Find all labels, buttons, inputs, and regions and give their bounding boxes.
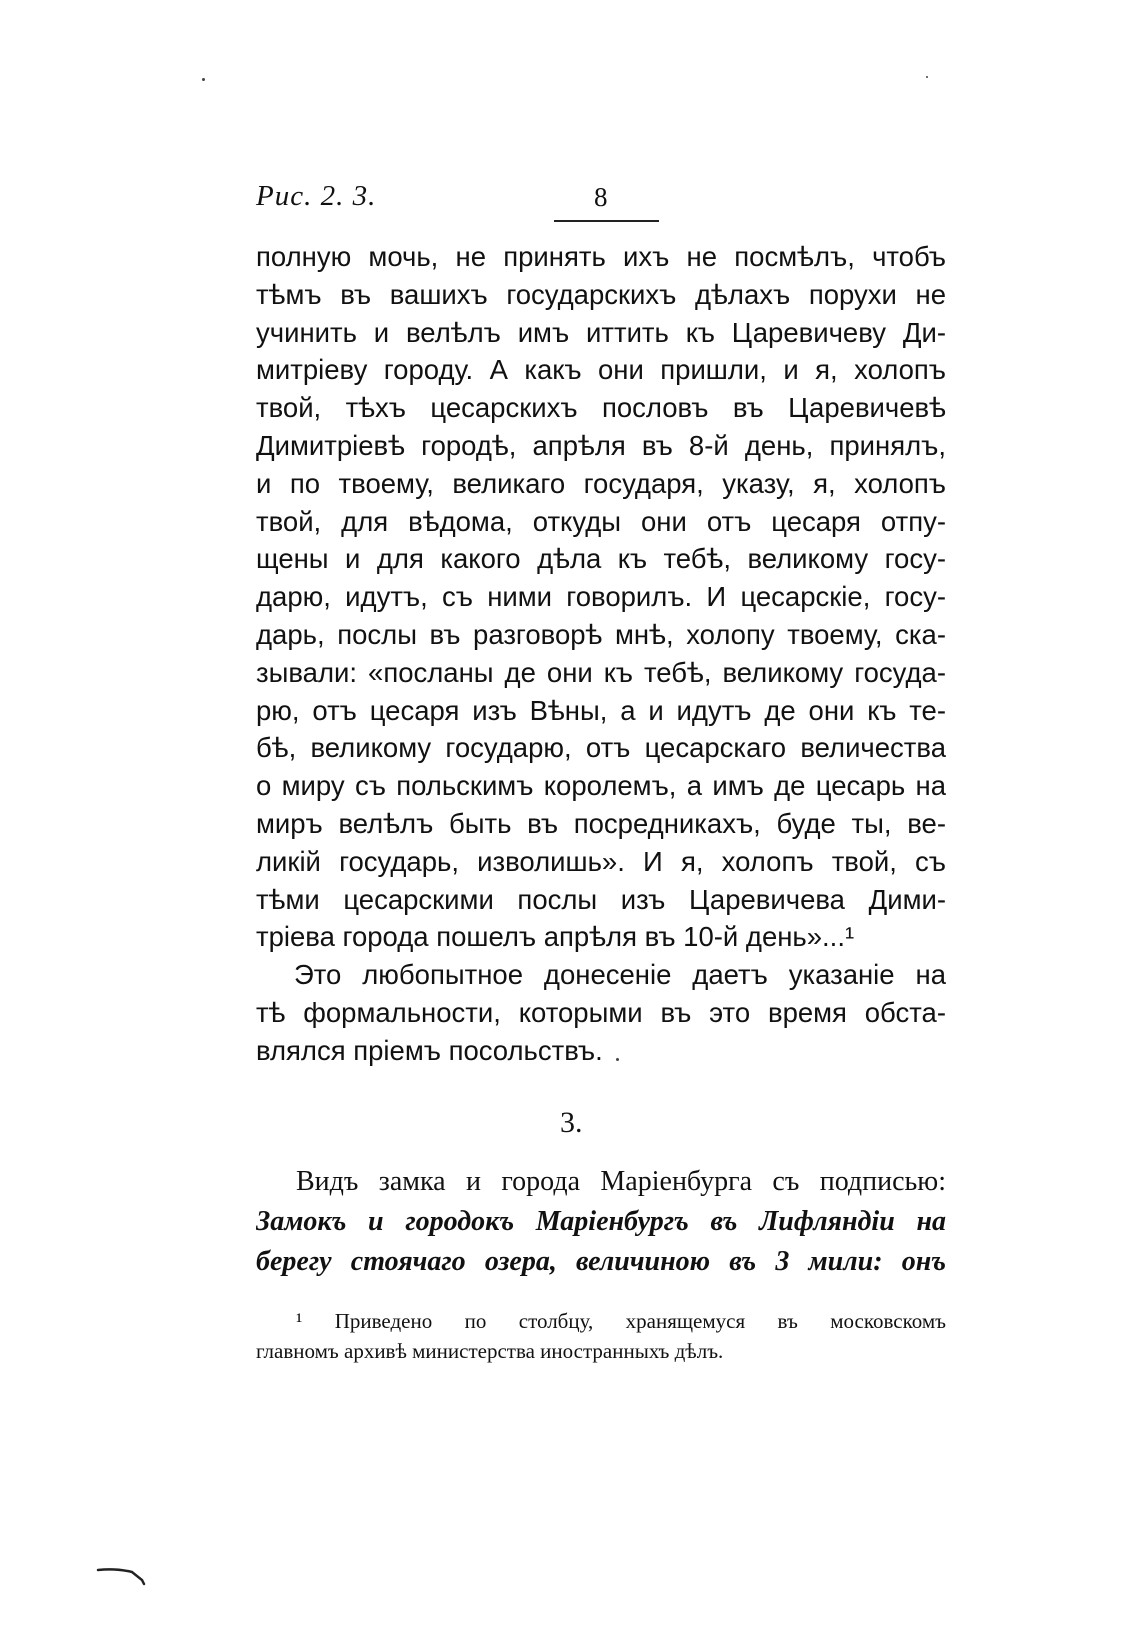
text-line: тріева города пошелъ апрѣля въ 10-й день»...¹ — [256, 921, 855, 953]
text-line: зывали: «посланы де они къ тебѣ, великому госуда- — [256, 656, 946, 688]
text-line: миръ велѣлъ быть въ посредникахъ, буде ты, ве- — [256, 807, 946, 839]
text-line: рю, отъ цесаря изъ Вѣны, а и идутъ де они къ те- — [256, 694, 946, 726]
footnote-line: главномъ архивѣ министерства иностранныхъ дѣлъ. — [256, 1339, 724, 1363]
section-number: 3. — [560, 1106, 583, 1139]
text-line: твой, для вѣдома, откуды они отъ цесаря отпу- — [256, 505, 946, 537]
running-head: Рис. 2. 3. — [256, 180, 377, 212]
text-line: тѣ формальности, которыми въ это время обста- — [256, 996, 946, 1028]
text-line: о миру съ польскимъ королемъ, а имъ де цесарь на — [256, 770, 946, 802]
text-line: Это любопытное донесеніе даетъ указаніе на — [294, 959, 946, 991]
page-number: 8 — [594, 182, 608, 212]
text-line: полную мочь, не принять ихъ не посмѣлъ, чтобъ — [256, 241, 946, 272]
text-line: тѣми цесарскими послы изъ Царевичева Дими- — [256, 883, 946, 915]
text-line: ликій государь, изволишь». И я, холопъ твой, съ — [256, 845, 946, 877]
text-line: влялся пріемъ посольствъ. — [256, 1034, 603, 1066]
caption-line-italic: берегу стоячаго озера, величиною въ 3 мили: онъ — [256, 1246, 946, 1277]
scan-speck — [202, 78, 205, 81]
text-line: тѣмъ въ вашихъ государскихъ дѣлахъ порухи не — [256, 278, 946, 310]
scan-speck — [926, 76, 928, 78]
text-line: и по твоему, великаго государя, указу, я, холопъ — [256, 467, 946, 499]
footnote — [256, 1306, 946, 1366]
caption-line: Видъ замка и города Маріенбурга съ подписью: — [296, 1166, 946, 1197]
text-line: твой, тѣхъ цесарскихъ пословъ въ Царевичевѣ — [256, 392, 946, 424]
text-line: бѣ, великому государю, отъ цесарскаго величества — [256, 732, 946, 764]
caption-block — [256, 1162, 946, 1282]
ink-stroke-mark — [96, 1566, 156, 1586]
body-text — [256, 238, 946, 1070]
footnote-line: ¹ Приведено по столбцу, хранящемуся въ московскомъ — [296, 1309, 946, 1333]
caption-line-italic: Замокъ и городокъ Маріенбургъ въ Лифляндіи на — [256, 1206, 946, 1237]
text-line: Димитріевѣ городѣ, апрѣля въ 8-й день, принялъ, — [256, 429, 946, 461]
text-line: щены и для какого дѣла къ тебѣ, великому госу- — [256, 543, 946, 575]
page-header — [256, 180, 956, 225]
text-line: митріеву городу. А какъ они пришли, и я, холопъ — [256, 354, 946, 386]
text-line: дарю, идутъ, съ ними говорилъ. И цесарскіе, госу- — [256, 581, 946, 613]
text-line: учинить и велѣлъ имъ иттить къ Царевичеву Ди- — [256, 316, 946, 348]
text-line: дарь, послы въ разговорѣ мнѣ, холопу твоему, ска- — [256, 618, 946, 650]
header-rule — [554, 220, 659, 222]
